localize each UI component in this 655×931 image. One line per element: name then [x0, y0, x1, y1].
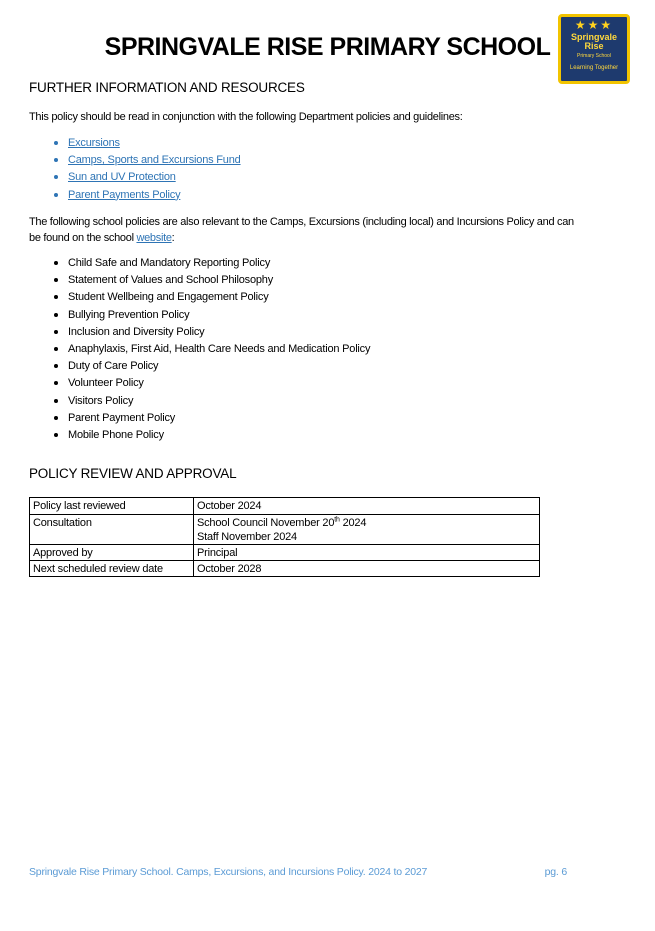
- list-item-inclusion-diversity-policy: Inclusion and Diversity Policy: [29, 325, 370, 342]
- school-paragraph-line1: The following school policies are also relevant to the Camps, Excursions (including local) and Incursions Policy and can: [29, 216, 574, 228]
- list-item-statement-of-values: Statement of Values and School Philosophy: [29, 273, 370, 290]
- consultation-line1-year: 2024: [339, 517, 367, 529]
- consultation-line1: School Council November 20: [197, 517, 335, 529]
- link-parent-payments-policy[interactable]: Parent Payments Policy: [68, 188, 181, 201]
- school-policies-list: [29, 256, 370, 445]
- logo-star-figures-icon: ★★★: [574, 18, 614, 32]
- link-excursions[interactable]: Excursions: [68, 137, 120, 149]
- table-cell-label: Approved by: [30, 545, 194, 561]
- list-item-bullying-prevention-policy: Bullying Prevention Policy: [29, 308, 370, 325]
- list-item-mobile-phone-policy: Mobile Phone Policy: [29, 428, 370, 445]
- school-logo: [558, 14, 630, 84]
- table-cell-label: Policy last reviewed: [30, 498, 194, 515]
- list-item-visitors-policy: Visitors Policy: [29, 394, 370, 411]
- page-title: SPRINGVALE RISE PRIMARY SCHOOL: [104, 33, 551, 61]
- footer-text: Springvale Rise Primary School. Camps, Excursions, and Incursions Policy. 2024 to 2027: [29, 866, 428, 878]
- list-item-child-safe-policy: Child Safe and Mandatory Reporting Policy: [29, 256, 370, 273]
- list-item: [29, 170, 241, 187]
- table-row-next-review-date: [30, 561, 540, 577]
- consultation-line2: Staff November 2024: [197, 531, 297, 543]
- list-item-volunteer-policy: Volunteer Policy: [29, 376, 370, 393]
- list-item-student-wellbeing-policy: Student Wellbeing and Engagement Policy: [29, 290, 370, 307]
- table-cell-label: Consultation: [30, 515, 194, 545]
- section-heading-further-information: FURTHER INFORMATION AND RESOURCES: [29, 80, 305, 95]
- list-item: [29, 153, 241, 170]
- table-row-consultation: [30, 515, 540, 545]
- department-links-list: [29, 136, 241, 205]
- policy-review-table: [29, 497, 540, 577]
- table-cell-label: Next scheduled review date: [30, 561, 194, 577]
- list-item-duty-of-care-policy: Duty of Care Policy: [29, 359, 370, 376]
- list-item-parent-payment-policy: Parent Payment Policy: [29, 411, 370, 428]
- logo-school-name-line2: Rise: [584, 41, 604, 51]
- list-item: [29, 136, 241, 153]
- logo-tagline: Learning Together: [569, 65, 619, 71]
- table-cell-value: [194, 515, 540, 545]
- table-cell-value: October 2028: [194, 561, 540, 577]
- ordinal-suffix: th: [334, 516, 340, 524]
- table-row-policy-last-reviewed: [30, 498, 540, 515]
- logo-subtitle: Primary School: [577, 53, 611, 59]
- section-heading-policy-review: POLICY REVIEW AND APPROVAL: [29, 466, 237, 481]
- list-item-anaphylaxis-first-aid-policy: Anaphylaxis, First Aid, Health Care Needs and Medication Policy: [29, 342, 370, 359]
- link-website[interactable]: website: [136, 232, 172, 244]
- intro-paragraph: This policy should be read in conjunction with the following Department policies and guidelines:: [29, 111, 463, 123]
- logo-school-name-line1: Springvale: [570, 32, 617, 42]
- school-paragraph-line2-prefix: be found on the school: [29, 232, 137, 244]
- school-policies-paragraph: [29, 214, 574, 246]
- school-paragraph-suffix: :: [171, 232, 175, 244]
- page-footer: [29, 866, 567, 878]
- list-item: [29, 188, 241, 205]
- table-cell-value: October 2024: [194, 498, 540, 515]
- link-sun-uv-protection[interactable]: Sun and UV Protection: [68, 171, 176, 184]
- footer-page-number: pg. 6: [544, 866, 567, 878]
- table-row-approved-by: [30, 545, 540, 561]
- table-cell-value: Principal: [194, 545, 540, 561]
- link-camps-sports-excursions-fund[interactable]: Camps, Sports and Excursions Fund: [68, 154, 241, 167]
